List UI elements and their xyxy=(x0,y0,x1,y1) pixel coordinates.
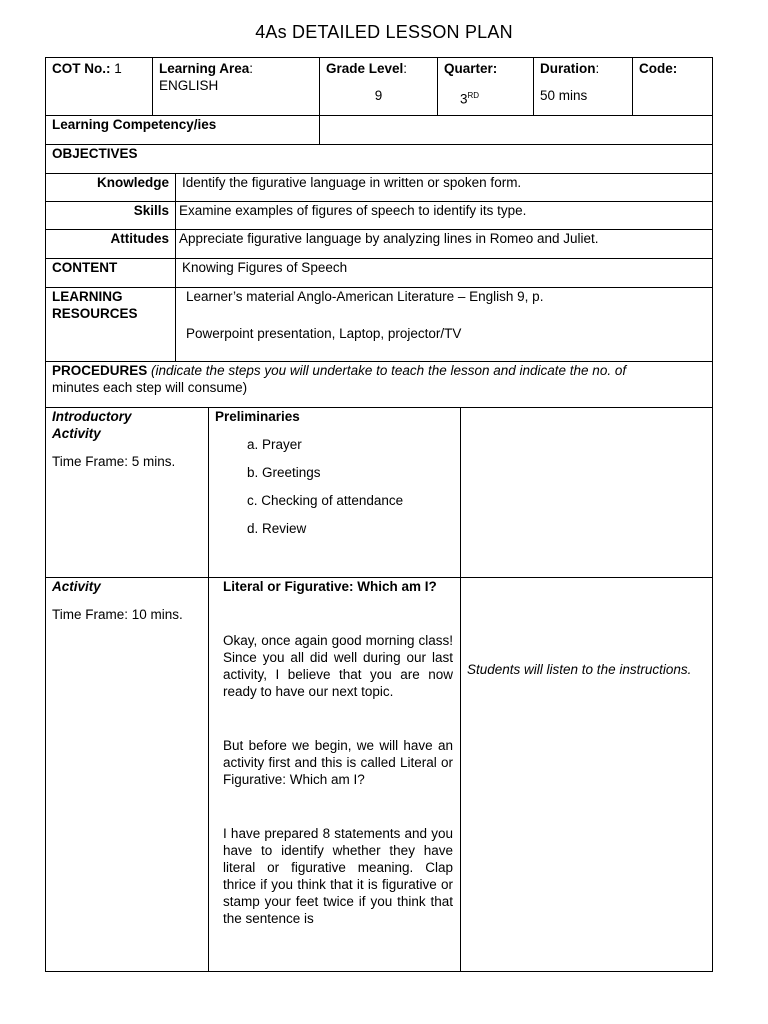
procedures-row xyxy=(45,361,713,408)
procedures-note: (indicate the steps you will undertake to teach the lesson and indicate the no. of xyxy=(151,363,627,378)
list-marker: b. xyxy=(247,465,259,480)
knowledge-label-cell xyxy=(45,173,176,202)
preliminaries-list xyxy=(215,436,454,537)
content-label-cell xyxy=(45,258,176,288)
knowledge-label: Knowledge xyxy=(96,175,169,190)
intro-student-cell xyxy=(460,407,713,578)
activity-paragraph-1: Okay, once again good morning class! Since you all did well during our last activity, I believe that you are now ready to have our next topic. xyxy=(223,633,453,699)
list-item-text: Prayer xyxy=(262,437,302,452)
attitudes-text: Appreciate figurative language by analyzing lines in Romeo and Juliet. xyxy=(179,231,599,246)
cot-label: COT No.: xyxy=(52,61,111,76)
grade-level-label: Grade Level xyxy=(326,61,404,76)
quarter-value: 3 xyxy=(460,91,468,107)
duration-value: 50 mins xyxy=(540,88,588,103)
quarter-ordinal: RD xyxy=(467,91,480,100)
attitudes-label: Attitudes xyxy=(110,231,169,246)
list-marker: d. xyxy=(247,521,259,536)
intro-teacher-cell xyxy=(208,407,461,578)
activity-heading: Literal or Figurative: Which am I? xyxy=(223,579,437,594)
page-title: 4As DETAILED LESSON PLAN xyxy=(255,22,513,42)
competency-label: Learning Competency/ies xyxy=(52,117,217,132)
content-label: CONTENT xyxy=(52,260,118,275)
list-item xyxy=(215,492,454,509)
quarter-label: Quarter: xyxy=(444,61,498,76)
duration-colon: : xyxy=(595,61,600,76)
knowledge-text-cell xyxy=(175,173,713,202)
quarter-cell xyxy=(437,57,534,116)
procedures-label: PROCEDURES xyxy=(52,363,148,378)
cot-cell xyxy=(45,57,153,116)
intro-label-cell xyxy=(45,407,209,578)
attitudes-label-cell xyxy=(45,229,176,259)
intro-title-line2: Activity xyxy=(52,426,101,441)
activity-teacher-cell xyxy=(208,577,461,972)
grade-level-value: 9 xyxy=(374,88,383,103)
skills-text-cell xyxy=(175,201,713,230)
objectives-heading: OBJECTIVES xyxy=(52,146,138,161)
grade-level-cell xyxy=(319,57,438,116)
activity-label-cell xyxy=(45,577,209,972)
grade-level-colon: : xyxy=(403,61,408,76)
learning-area-cell xyxy=(152,57,320,116)
list-marker: a. xyxy=(247,437,259,452)
preliminaries-heading: Preliminaries xyxy=(215,409,300,424)
activity-time-frame: Time Frame: 10 mins. xyxy=(52,607,183,622)
list-marker: c. xyxy=(247,493,258,508)
resources-label-cell xyxy=(45,287,176,362)
skills-text: Examine examples of figures of speech to identify its type. xyxy=(179,203,527,218)
resources-line2: Powerpoint presentation, Laptop, projector/TV xyxy=(186,326,462,341)
list-item xyxy=(215,520,454,537)
resources-value-cell xyxy=(175,287,713,362)
activity-paragraph-3: I have prepared 8 statements and you have to identify whether they have literal or figurative meaning. Clap thrice if you think that it is figurative or stamp your feet twice if you think that the sentence is xyxy=(223,826,453,926)
list-item-text: Greetings xyxy=(262,465,321,480)
list-item-text: Checking of attendance xyxy=(261,493,404,508)
duration-label: Duration xyxy=(540,61,596,76)
intro-title-line1: Introductory xyxy=(52,409,132,424)
procedures-note-line2: minutes each step will consume) xyxy=(52,380,248,395)
resources-label-line2: RESOURCES xyxy=(52,306,138,321)
competency-label-cell xyxy=(45,115,320,145)
code-label: Code: xyxy=(639,61,678,76)
skills-label: Skills xyxy=(133,203,169,218)
learning-area-label: Learning Area xyxy=(159,61,250,76)
resources-line1: Learner’s material Anglo-American Literature – English 9, p. xyxy=(186,289,544,304)
list-item xyxy=(215,436,454,453)
content-value: Knowing Figures of Speech xyxy=(182,260,348,275)
resources-label-line1: LEARNING xyxy=(52,289,123,304)
learning-area-value: ENGLISH xyxy=(159,78,219,93)
learning-area-colon: : xyxy=(249,61,254,76)
duration-cell xyxy=(533,57,633,116)
content-value-cell xyxy=(175,258,713,288)
attitudes-text-cell xyxy=(175,229,713,259)
code-cell xyxy=(632,57,713,116)
list-item xyxy=(215,464,454,481)
activity-paragraph-2: But before we begin, we will have an activity first and this is called Literal or Figurative: Which am I? xyxy=(223,738,453,787)
cot-value: 1 xyxy=(114,61,122,76)
knowledge-text: Identify the figurative language in written or spoken form. xyxy=(182,175,522,190)
list-item-text: Review xyxy=(262,521,307,536)
intro-time-frame: Time Frame: 5 mins. xyxy=(52,454,176,469)
activity-student-cell xyxy=(460,577,713,972)
activity-title: Activity xyxy=(52,579,101,594)
skills-label-cell xyxy=(45,201,176,230)
objectives-row xyxy=(45,144,713,174)
student-response: Students will listen to the instructions. xyxy=(467,662,692,677)
competency-value-cell xyxy=(319,115,713,145)
